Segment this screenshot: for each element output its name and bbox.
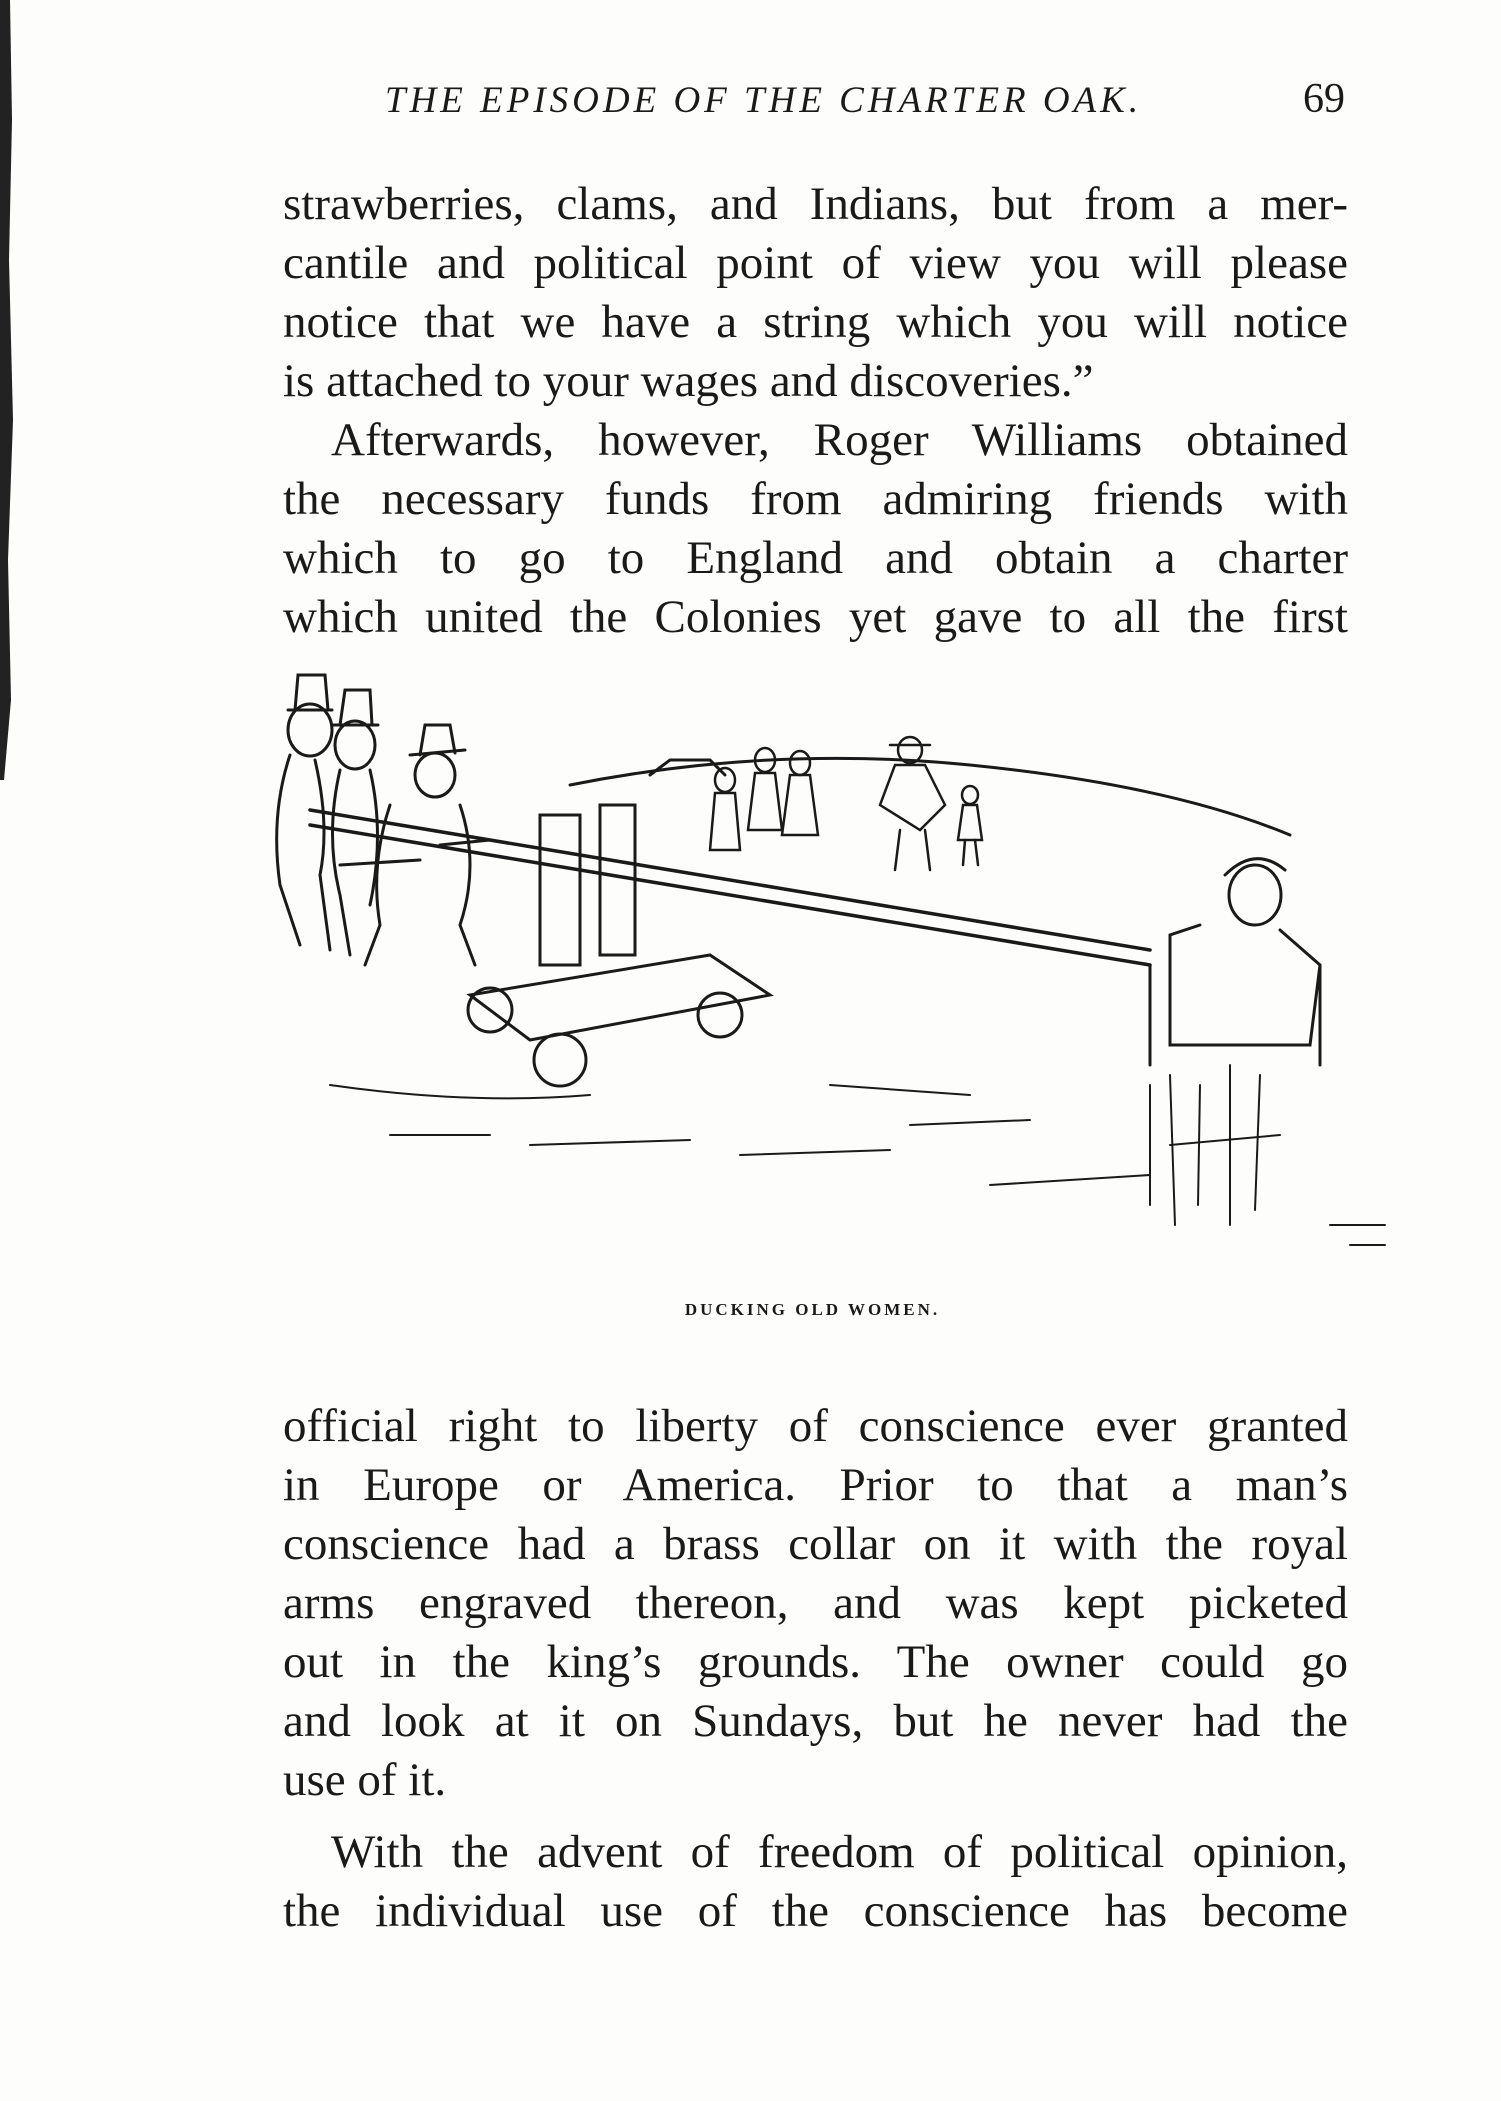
ducked-woman (1150, 859, 1320, 1065)
ducking-stool-illustration (270, 665, 1470, 1295)
paragraph-4 (283, 1823, 1348, 1941)
water-ripples (330, 1065, 1385, 1245)
text-line: use of it. (283, 1754, 447, 1806)
text-line: the individual use of the conscience has become (283, 1885, 1348, 1937)
text-line: arms engraved thereon, and was kept picketed (283, 1577, 1348, 1629)
text-line: official right to liberty of conscience ever granted (283, 1400, 1348, 1452)
text-line: and look at it on Sundays, but he never had the (283, 1695, 1348, 1747)
text-line: which united the Colonies yet gave to all the first (283, 591, 1348, 643)
text-line: notice that we have a string which you will notice (283, 296, 1348, 348)
paragraph-2 (283, 411, 1348, 647)
text-line: Afterwards, however, Roger Williams obtained (331, 414, 1348, 466)
text-line: strawberries, clams, and Indians, but from a mer- (283, 178, 1348, 230)
text-line: With the advent of freedom of political opinion, (331, 1826, 1348, 1878)
paragraph-1 (283, 175, 1348, 411)
text-line: is attached to your wages and discoveries.” (283, 355, 1094, 407)
running-header (280, 75, 1360, 135)
text-line: in Europe or America. Prior to that a man’s (283, 1459, 1348, 1511)
text-line: the necessary funds from admiring friends with (283, 473, 1348, 525)
text-line: out in the king’s grounds. The owner could go (283, 1636, 1348, 1688)
running-head-title: THE EPISODE OF THE CHARTER OAK. (385, 80, 1143, 121)
fulcrum-cart (468, 805, 770, 1086)
binding-edge-shadow (0, 0, 18, 780)
paragraph-3 (283, 1397, 1348, 1810)
text-line: cantile and political point of view you will please (283, 237, 1348, 289)
illustration-caption: DUCKING OLD WOMEN. (684, 1300, 941, 1319)
men-pushing-beam (277, 675, 490, 965)
page-number: 69 (1303, 76, 1345, 122)
text-line: which to go to England and obtain a charter (283, 532, 1348, 584)
ducking-beam (310, 810, 1150, 965)
text-line: conscience had a brass collar on it with the royal (283, 1518, 1348, 1570)
